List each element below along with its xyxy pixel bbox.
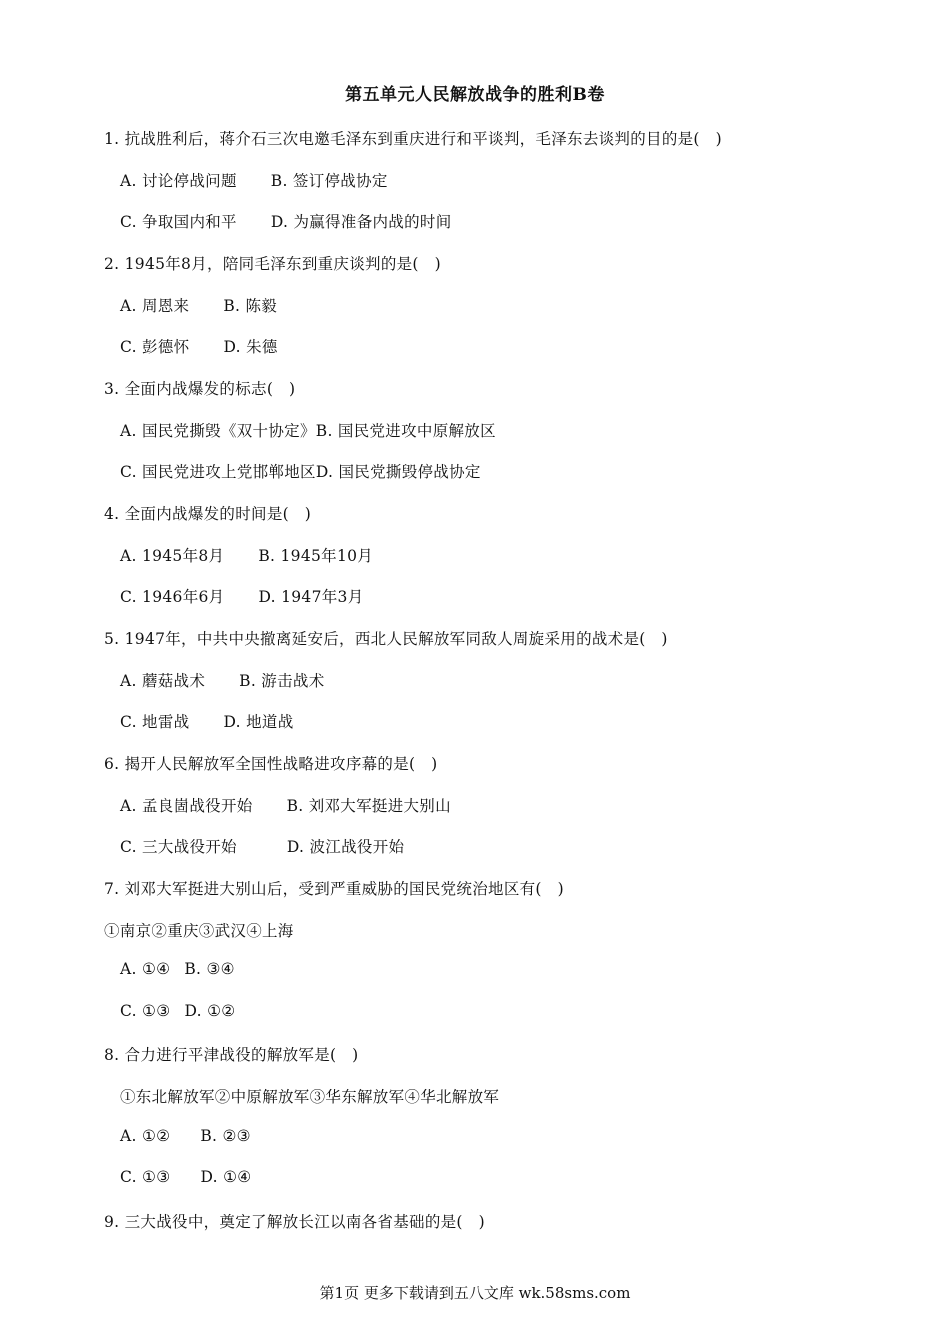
question-stem: 4. 全面内战爆发的时间是( ) — [104, 505, 312, 523]
option-d: D. 1947年3月 — [258, 588, 364, 606]
option-b: B. 刘邓大军挺进大别山 — [286, 797, 451, 815]
option-d: D. 波江战役开始 — [286, 838, 405, 856]
option-d: D. 地道战 — [223, 713, 294, 731]
option-c: C. 国民党进攻上党邯郸地区 — [120, 463, 316, 481]
question-note: ①东北解放军②中原解放军③华东解放军④华北解放军 — [120, 1088, 500, 1106]
option-b: B. 游击战术 — [239, 672, 325, 690]
option-row — [120, 460, 481, 482]
option-row — [120, 544, 373, 566]
option-b: B. 签订停战协定 — [270, 172, 388, 190]
option-d: D. 国民党撕毁停战协定 — [315, 463, 481, 481]
option-c: C. 地雷战 — [120, 713, 190, 731]
option-b: B. 1945年10月 — [258, 547, 374, 565]
option-c: C. ①③ — [120, 1002, 171, 1020]
option-row — [120, 710, 294, 732]
option-row — [120, 585, 364, 607]
option-row — [120, 419, 496, 441]
option-row — [120, 1002, 235, 1020]
question-stem: 1. 抗战胜利后，蒋介石三次电邀毛泽东到重庆进行和平谈判，毛泽东去谈判的目的是( ) — [104, 130, 722, 148]
option-row — [120, 794, 451, 816]
page-title: 第五单元人民解放战争的胜利B卷 — [345, 85, 605, 105]
option-a: A. ①④ — [120, 960, 171, 978]
option-d: D. 为赢得准备内战的时间 — [270, 213, 452, 231]
option-a: A. ①② — [120, 1127, 171, 1145]
option-a: A. 孟良崮战役开始 — [120, 797, 253, 815]
option-b: B. 国民党进攻中原解放区 — [315, 422, 496, 440]
question-stem: 7. 刘邓大军挺进大别山后，受到严重威胁的国民党统治地区有( ) — [104, 880, 564, 898]
option-a: A. 1945年8月 — [120, 547, 225, 565]
option-a: A. 讨论停战问题 — [120, 172, 237, 190]
question-stem: 9. 三大战役中，奠定了解放长江以南各省基础的是( ) — [104, 1213, 485, 1231]
option-row — [120, 960, 235, 978]
option-b: B. ③④ — [184, 960, 235, 978]
option-c: C. 争取国内和平 — [120, 213, 237, 231]
question-note: ①南京②重庆③武汉④上海 — [104, 922, 294, 940]
option-row — [120, 1168, 251, 1186]
question-stem: 2. 1945年8月，陪同毛泽东到重庆谈判的是( ) — [104, 255, 441, 273]
option-d: D. ①② — [184, 1002, 236, 1020]
option-row — [120, 1127, 251, 1145]
option-d: D. ①④ — [200, 1168, 252, 1186]
question-stem: 5. 1947年，中共中央撤离延安后，西北人民解放军同敌人周旋采用的战术是( ) — [104, 630, 668, 648]
option-row — [120, 294, 277, 316]
option-c: C. 1946年6月 — [120, 588, 225, 606]
option-row — [120, 210, 452, 232]
option-c: C. 彭德怀 — [120, 338, 190, 356]
option-row — [120, 835, 404, 857]
question-stem: 6. 揭开人民解放军全国性战略进攻序幕的是( ) — [104, 755, 438, 773]
option-a: A. 蘑菇战术 — [120, 672, 206, 690]
question-stem: 8. 合力进行平津战役的解放军是( ) — [104, 1046, 359, 1064]
option-b: B. 陈毅 — [223, 297, 278, 315]
option-b: B. ②③ — [200, 1127, 251, 1145]
option-row — [120, 335, 278, 357]
option-row — [120, 669, 325, 691]
page-footer: 第1页 更多下载请到五八文库 wk.58sms.com — [319, 1284, 631, 1302]
option-c: C. ①③ — [120, 1168, 171, 1186]
question-stem: 3. 全面内战爆发的标志( ) — [104, 380, 296, 398]
option-a: A. 周恩来 — [120, 297, 190, 315]
option-row — [120, 169, 388, 191]
option-d: D. 朱德 — [223, 338, 278, 356]
option-c: C. 三大战役开始 — [120, 838, 237, 856]
option-a: A. 国民党撕毁《双十协定》 — [120, 422, 316, 440]
